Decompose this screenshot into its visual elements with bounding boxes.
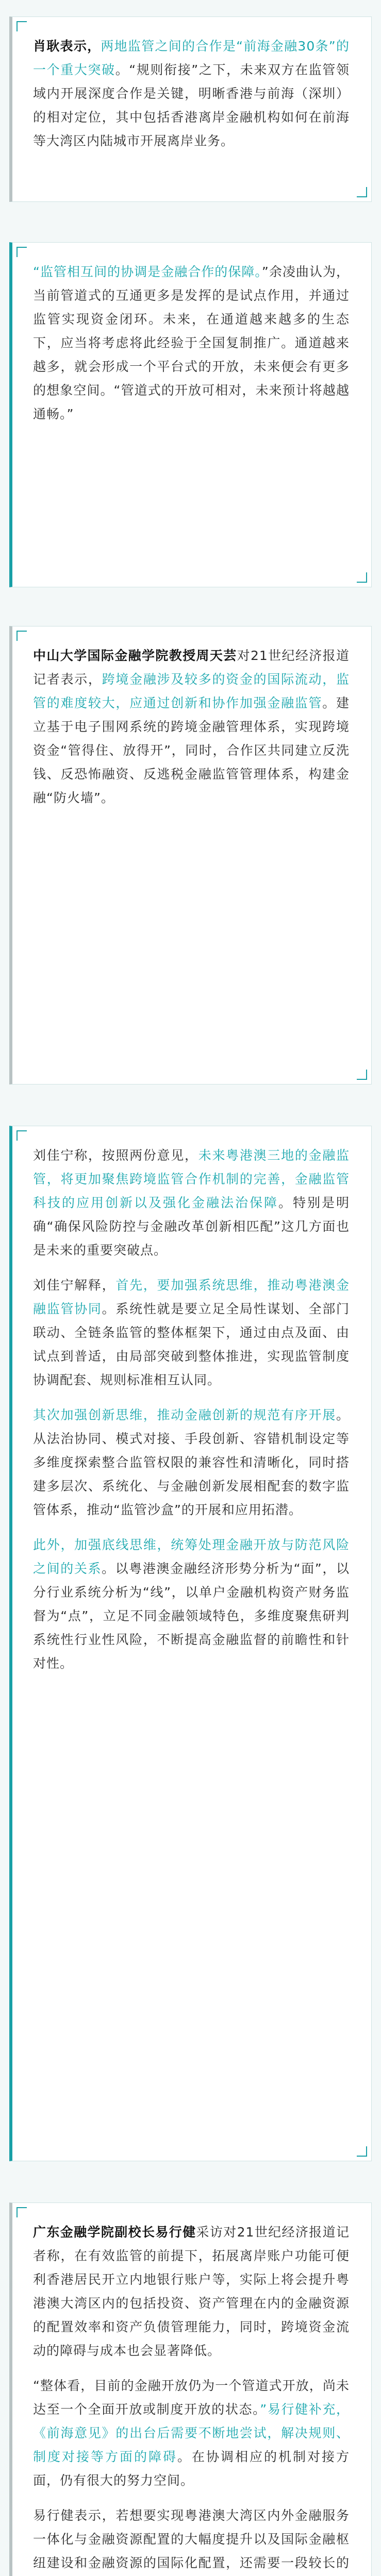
speaker-name: 中山大学国际金融学院教授周天芸 [33, 648, 237, 663]
highlighted-text: 首先，要加强系统思维，推动粤港澳金融监管协同 [33, 1278, 350, 1316]
highlighted-text: 其次加强创新思维，推动金融创新的规范有序开展 [33, 1408, 336, 1422]
body-text: 刘佳宁解释， [33, 1278, 116, 1293]
paragraph [33, 1274, 350, 1392]
paragraph [33, 260, 350, 426]
speaker-name: 肖耿表示， [33, 39, 101, 54]
highlighted-text: 未来粤港澳三地的金融监管，将更加聚焦跨境监管合作机制的完善，金融监管科技的应用创新以及强化金融法治保障 [33, 1148, 350, 1210]
quote-card-yi-xingjian [9, 2202, 372, 2576]
body-text: 。在协调相应的机制对接方面，仍有很大的努力空间。 [33, 2449, 350, 2488]
corner-decoration [357, 1070, 367, 1080]
highlighted-text: 此外，加强底线思维，统筹处理金融开放与防范风险之间的关系 [33, 1537, 350, 1576]
body-text: 。从法治协同、模式对接、手段创新、容错机制设定等多维度探索整合监管权限的兼容性和清晰化，同时搭建多层次、系统化、与金融创新发展相配套的数字监管体系，推动“监管沙盒”的开展和应用拓潜。 [33, 1408, 350, 1517]
corner-decoration [16, 631, 27, 641]
highlighted-text: ”易行健补充，《前海意见》的出台后需要不断地尝试，解决规则、制度对接等方面的障碍 [33, 2402, 350, 2464]
corner-decoration [16, 2207, 27, 2217]
quote-card-xiao-geng [9, 16, 372, 202]
highlighted-text: 两地监管之间的合作是“前海金融30条”的一个重大突破 [33, 39, 350, 77]
corner-decoration [16, 247, 27, 257]
body-text: 。以粤港澳金融经济形势分析为“面”，以分行业系统分析为“线”，以单户金融机构资产财务监督为“点”，立足不同金融领域特色，多维度聚焦研判系统性行业性风险，不断提高金融监督的前瞻性和针对性。 [33, 1561, 350, 1671]
paragraph [33, 2374, 350, 2493]
body-text: 易行健表示，若想要实现粤港澳大湾区内外金融服务一体化与金融资源配置的大幅度提升以及国际金融枢纽建设和金融资源的国际化配置，还需要一段较长的 [33, 2508, 350, 2570]
paragraph [33, 644, 350, 810]
body-text: 采访对21世纪经济报道记者称，在有效监管的前提下，拓展离岸账户功能可便利香港居民开立内地银行账户等，实际上将会提升粤港澳大湾区内的包括投资、资产管理在内的金融资源的配置效率和资产负债管理能力，同时，跨境资金流动的障碍与成本也会显著降低。 [33, 2225, 350, 2358]
body-text: 。系统性就是要立足全局性谋划、全部门联动、全链条监管的整体框架下，通过由点及面、由试点到普适，由局部突破到整体推进，实现监管制度协调配套、规则标准相互认同。 [33, 1301, 350, 1387]
paragraph [33, 1144, 350, 1262]
paragraph [33, 2504, 350, 2576]
paragraph [33, 35, 350, 153]
speaker-name: 广东金融学院副校长易行健 [33, 2225, 196, 2240]
paragraph [33, 1403, 350, 1522]
body-text: 。“规则衔接”之下，未来双方在监管领域内开展深度合作是关键，明晰香港与前海（深圳）的相对定位，其中包括香港离岸金融机构如何在前海等大湾区内陆城市开展离岸业务。 [33, 62, 350, 148]
highlighted-text: “监管相互间的协调是金融合作的保障。 [33, 264, 262, 279]
quote-card-yu-lingqu [9, 242, 372, 587]
corner-decoration [16, 1130, 27, 1141]
body-text: 对21世纪经济报道记者表示， [33, 648, 350, 687]
paragraph [33, 1533, 350, 1675]
body-text: 。建立基于电子围网系统的跨境金融管理体系，实现跨境资金“管得住、放得开”，同时，合作区共同建立反洗钱、反恐怖融资、反逃税金融监管管理体系，构建金融“防火墙”。 [33, 696, 350, 805]
body-text: “整体看，目前的金融开放仍为一个管道式开放，尚未达至一个全面开放或制度开放的状态。 [33, 2378, 350, 2417]
body-text: ”余凌曲认为，当前管道式的互通更多是发挥的是试点作用，并通过监管实现资金闭环。未来，在通道越来越多的生态下，应当将考虑将此经验于全国复制推广。通道越来越多，就会形成一个平台式的开放，未来便会有更多的想象空间。“管道式的开放可相对，未来预计将越越通畅。” [33, 264, 350, 421]
quote-card-zhou-tianyun [9, 626, 372, 1084]
body-text: 刘佳宁称，按照两份意见， [33, 1148, 198, 1163]
paragraph [33, 2221, 350, 2363]
body-text: 。特别是明确“确保风险防控与金融改革创新相匹配”这几方面也是未来的重要突破点。 [33, 1195, 350, 1258]
corner-decoration [357, 572, 367, 583]
corner-decoration [357, 2146, 367, 2157]
corner-decoration [16, 21, 27, 31]
quote-card-liu-jianing [9, 1126, 372, 2161]
highlighted-text: 跨境金融涉及较多的资金的国际流动，监管的难度较大，应通过创新和协作加强金融监管 [33, 672, 350, 710]
corner-decoration [357, 187, 367, 197]
